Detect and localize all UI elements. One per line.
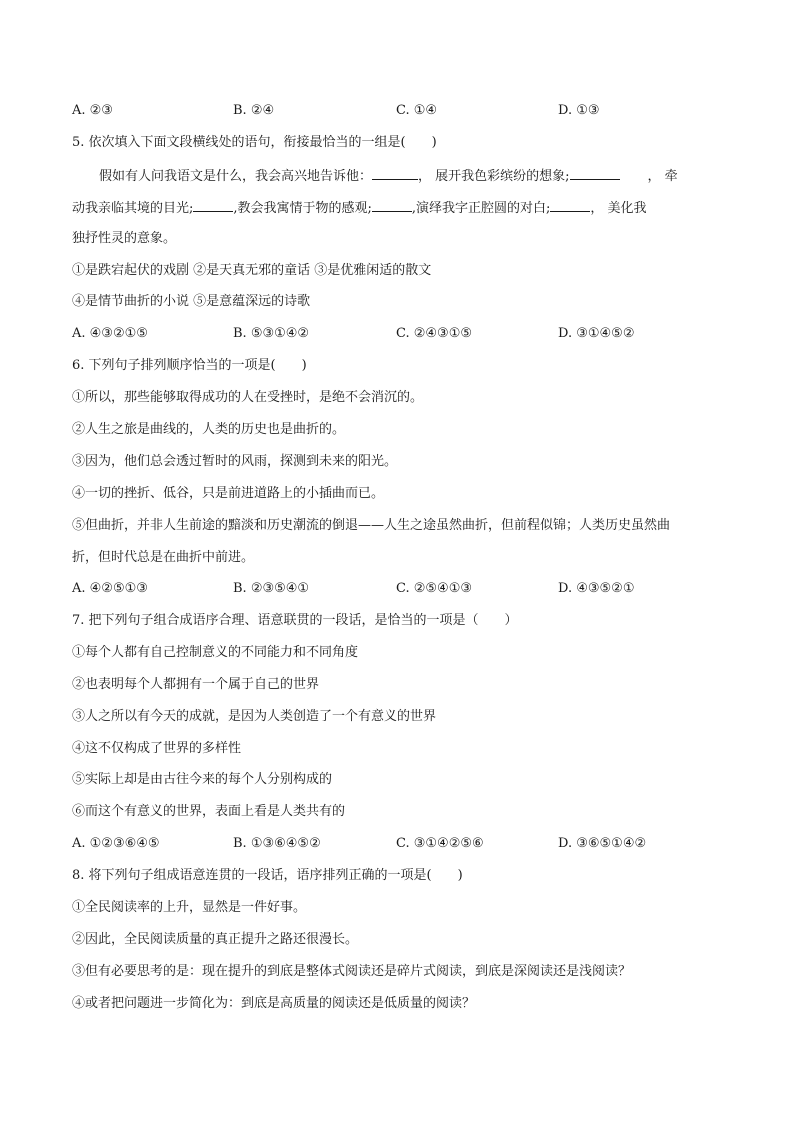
q6-sentence-5b: 折，但时代总是在曲折中前进。 (72, 550, 255, 565)
q5-passage-text: ,演绎我字正腔圆的对白; (411, 201, 551, 216)
q5-stem: 5. 依次填入下面文段横线处的语句，衔接最恰当的一组是( ) (72, 135, 437, 150)
q8-sentence-4: ④或者把问题进一步简化为：到底是高质量的阅读还是低质量的阅读？ (72, 996, 476, 1011)
q7-sentence-1: ①每个人都有自己控制意义的不同能力和不同角度 (72, 645, 359, 660)
q4-option-c[interactable]: C. ①④ (396, 103, 438, 118)
answer-blank[interactable] (372, 165, 418, 180)
q5-passage-text: 假如有人问我语文是什么，我会高兴地告诉他： (99, 169, 373, 184)
q8-sentence-3: ③但有必要思考的是：现在提升的到底是整体式阅读还是碎片式阅读，到底是深阅读还是浅阅读？ (72, 964, 632, 979)
q5-passage-line-3: 独抒性灵的意象。 (72, 231, 177, 246)
q5-options (72, 324, 732, 344)
q4-option-d[interactable]: D. ①③ (558, 103, 600, 118)
q5-passage-text: ， 美化我 (590, 201, 647, 216)
q7-sentence-4: ④这不仅构成了世界的多样性 (72, 741, 242, 756)
q7-sentence-6: ⑥而这个有意义的世界，表面上看是人类共有的 (72, 804, 346, 819)
q7-sentence-3: ③人之所以有今天的成就，是因为人类创造了一个有意义的世界 (72, 709, 437, 724)
q5-items-line-1: ①是跌宕起伏的戏剧 ②是天真无邪的童话 ③是优雅闲适的散文 (72, 263, 432, 278)
q5-passage-text: ， 展开我色彩缤纷的想象; (418, 169, 570, 184)
q7-stem: 7. 把下列句子组合成语序合理、语意联贯的一段话，是恰当的一项是（ ） (72, 613, 518, 628)
q6-option-a[interactable]: A. ④②⑤①③ (72, 581, 148, 596)
q7-option-b[interactable]: B. ①③⑥④⑤② (233, 836, 321, 851)
q6-option-d[interactable]: D. ④③⑤②① (558, 581, 635, 596)
answer-blank[interactable] (372, 197, 412, 212)
answer-blank[interactable] (550, 197, 590, 212)
q6-option-c[interactable]: C. ②⑤④①③ (396, 581, 473, 596)
answer-blank[interactable] (570, 165, 620, 180)
q6-sentence-2: ②人生之旅是曲线的，人类的历史也是曲折的。 (72, 422, 346, 437)
q7-options (72, 834, 732, 854)
q5-option-a[interactable]: A. ④③②①⑤ (72, 326, 148, 341)
q5-items-line-2: ④是情节曲折的小说 ⑤是意蕴深远的诗歌 (72, 294, 311, 309)
q4-option-a[interactable]: A. ②③ (72, 103, 113, 118)
q5-option-b[interactable]: B. ⑤③①④② (233, 326, 310, 341)
q4-option-b[interactable]: B. ②④ (233, 103, 275, 118)
q6-option-b[interactable]: B. ②③⑤④① (233, 581, 310, 596)
q7-option-c[interactable]: C. ③①④②⑤⑥ (396, 836, 484, 851)
q5-passage-line-1 (99, 165, 732, 187)
q5-passage-line-2 (72, 197, 732, 219)
q6-sentence-4: ④一切的挫折、低谷，只是前进道路上的小插曲而已。 (72, 486, 385, 501)
q5-passage-text: ， 牵 (647, 169, 678, 184)
q7-option-a[interactable]: A. ①②③⑥④⑤ (72, 836, 160, 851)
q5-option-d[interactable]: D. ③①④⑤② (558, 326, 635, 341)
q6-sentence-1: ①所以，那些能够取得成功的人在受挫时，是绝不会消沉的。 (72, 390, 424, 405)
q8-stem: 8. 将下列句子组成语意连贯的一段话，语序排列正确的一项是( ) (72, 868, 463, 883)
q8-sentence-2: ②因此，全民阅读质量的真正提升之路还很漫长。 (72, 932, 359, 947)
q5-passage-text: ,教会我寓情于物的感观; (233, 201, 372, 216)
q6-sentence-3: ③因为，他们总会透过暂时的风雨，探测到未来的阳光。 (72, 454, 398, 469)
q4-options (72, 101, 732, 121)
q5-passage-text: 动我亲临其境的目光; (72, 201, 194, 216)
answer-blank[interactable] (193, 197, 233, 212)
q7-option-d[interactable]: D. ③⑥⑤①④② (558, 836, 647, 851)
q6-sentence-5a: ⑤但曲折，并非人生前途的黯淡和历史潮流的倒退——人生之途虽然曲折，但前程似锦；人类历史虽然曲 (72, 518, 671, 533)
q8-sentence-1: ①全民阅读率的上升，显然是一件好事。 (72, 900, 307, 915)
q7-sentence-5: ⑤实际上却是由古往今来的每个人分别构成的 (72, 772, 333, 787)
q6-stem: 6. 下列句子排列顺序恰当的一项是( ) (72, 358, 307, 373)
q5-option-c[interactable]: C. ②④③①⑤ (396, 326, 473, 341)
q6-options (72, 579, 732, 599)
q7-sentence-2: ②也表明每个人都拥有一个属于自己的世界 (72, 677, 320, 692)
